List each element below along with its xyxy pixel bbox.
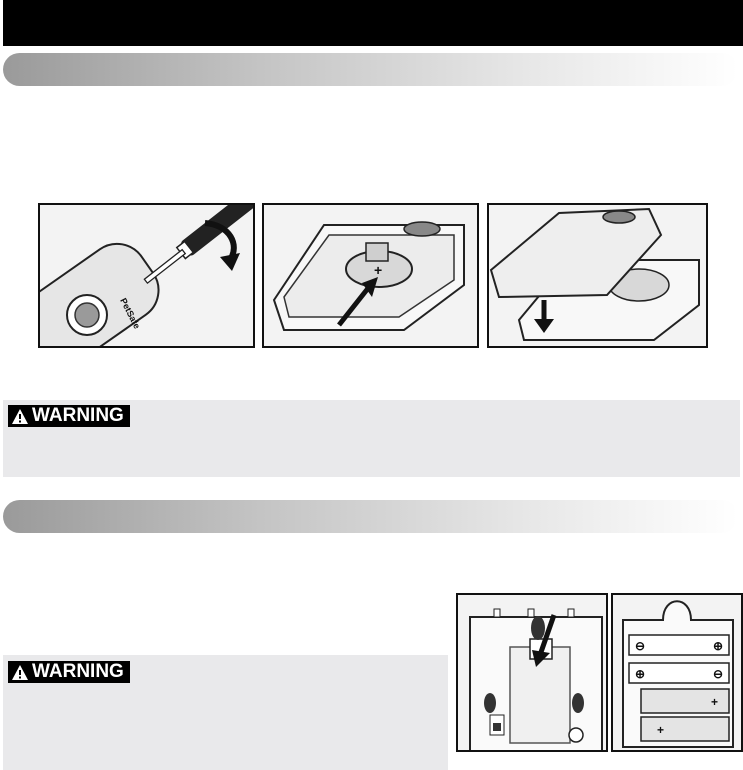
section-bar-1 <box>3 53 738 86</box>
svg-text:+: + <box>374 262 383 278</box>
warning-badge-1 <box>8 405 130 427</box>
header-bar <box>3 0 743 46</box>
svg-text:⊕: ⊕ <box>635 667 646 681</box>
warning-label-1: WARNING <box>32 405 124 426</box>
figure-open-case <box>38 203 255 348</box>
figure-coin-battery <box>262 203 479 348</box>
transmitter-back-illustration <box>458 595 606 750</box>
close-cover-illustration <box>489 205 706 346</box>
svg-text:+: + <box>657 723 665 737</box>
remote-logo: PetSafe <box>118 296 143 331</box>
warning-label-2: WARNING <box>32 661 124 682</box>
warning-triangle-icon <box>12 665 28 680</box>
section-bar-2 <box>3 500 738 533</box>
open-case-illustration <box>40 205 253 346</box>
warning-badge-2 <box>8 661 130 683</box>
svg-text:⊕: ⊕ <box>713 639 724 653</box>
figure-transmitter-back <box>456 593 608 752</box>
coin-battery-illustration <box>264 205 477 346</box>
svg-text:⊖: ⊖ <box>635 639 646 653</box>
warning-triangle-icon <box>12 409 28 424</box>
figure-aa-batteries <box>611 593 743 752</box>
warning-box-2 <box>3 655 448 770</box>
warning-box-1 <box>3 400 740 477</box>
svg-text:+: + <box>711 695 719 709</box>
aa-batteries-illustration <box>613 595 741 750</box>
svg-text:⊖: ⊖ <box>713 667 724 681</box>
figure-close-cover <box>487 203 708 348</box>
